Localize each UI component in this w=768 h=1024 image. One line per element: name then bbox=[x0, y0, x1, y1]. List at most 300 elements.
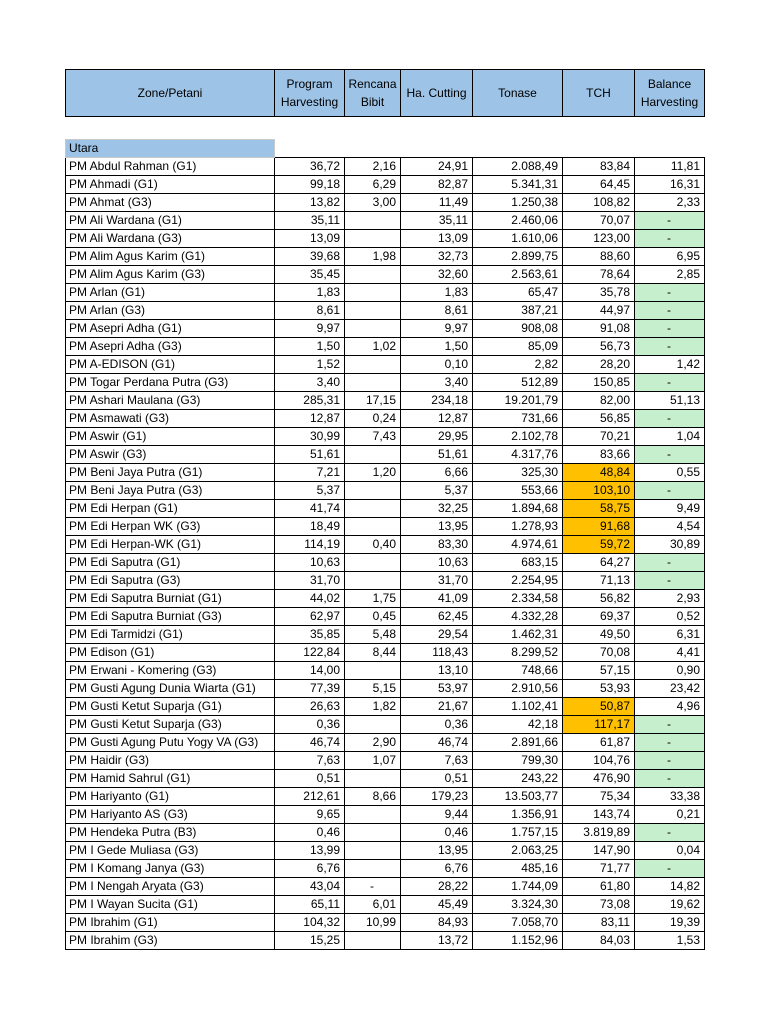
cell-tch: 476,90 bbox=[563, 770, 635, 788]
cell-program-harvesting: 15,25 bbox=[275, 932, 345, 950]
table-row bbox=[66, 860, 705, 878]
cell-ha-cutting: 24,91 bbox=[401, 158, 473, 176]
table-row bbox=[66, 392, 705, 410]
cell-balance-harvesting: 0,21 bbox=[635, 806, 705, 824]
cell-tonase: 19.201,79 bbox=[473, 392, 563, 410]
cell-balance-harvesting: - bbox=[635, 302, 705, 320]
cell-balance-harvesting: - bbox=[635, 752, 705, 770]
cell-tonase: 908,08 bbox=[473, 320, 563, 338]
table-row bbox=[66, 554, 705, 572]
cell-program-harvesting: 7,63 bbox=[275, 752, 345, 770]
table-row bbox=[66, 158, 705, 176]
cell-tch: 78,64 bbox=[563, 266, 635, 284]
cell-program-harvesting: 39,68 bbox=[275, 248, 345, 266]
cell-tonase: 42,18 bbox=[473, 716, 563, 734]
cell-name: PM Edi Saputra (G3) bbox=[66, 572, 275, 590]
cell-tonase: 2.334,58 bbox=[473, 590, 563, 608]
cell-tonase: 485,16 bbox=[473, 860, 563, 878]
table-row bbox=[66, 626, 705, 644]
cell-ha-cutting: 28,22 bbox=[401, 878, 473, 896]
cell-tonase: 8.299,52 bbox=[473, 644, 563, 662]
table-row bbox=[66, 842, 705, 860]
cell-program-harvesting: 13,09 bbox=[275, 230, 345, 248]
cell-name: PM I Komang Janya (G3) bbox=[66, 860, 275, 878]
cell-ha-cutting: 6,76 bbox=[401, 860, 473, 878]
cell-tch: 3.819,89 bbox=[563, 824, 635, 842]
cell-tch: 70,21 bbox=[563, 428, 635, 446]
cell-ha-cutting: 12,87 bbox=[401, 410, 473, 428]
cell-name: PM I Nengah Aryata (G3) bbox=[66, 878, 275, 896]
cell-rencana-bibit: 8,44 bbox=[345, 644, 401, 662]
table-row bbox=[66, 752, 705, 770]
header-row bbox=[66, 70, 705, 117]
cell-ha-cutting: 9,44 bbox=[401, 806, 473, 824]
cell-tch: 147,90 bbox=[563, 842, 635, 860]
cell-rencana-bibit bbox=[345, 374, 401, 392]
cell-name: PM Arlan (G1) bbox=[66, 284, 275, 302]
cell-balance-harvesting: - bbox=[635, 212, 705, 230]
cell-tch: 56,73 bbox=[563, 338, 635, 356]
table-row bbox=[66, 374, 705, 392]
cell-name: PM Hendeka Putra (B3) bbox=[66, 824, 275, 842]
table-row bbox=[66, 932, 705, 950]
cell-tonase: 553,66 bbox=[473, 482, 563, 500]
cell-tonase: 1.894,68 bbox=[473, 500, 563, 518]
cell-ha-cutting: 41,09 bbox=[401, 590, 473, 608]
cell-rencana-bibit bbox=[345, 518, 401, 536]
cell-ha-cutting: 0,51 bbox=[401, 770, 473, 788]
cell-tch: 64,27 bbox=[563, 554, 635, 572]
cell-rencana-bibit bbox=[345, 770, 401, 788]
cell-ha-cutting: 35,11 bbox=[401, 212, 473, 230]
table-row bbox=[66, 176, 705, 194]
cell-ha-cutting: 62,45 bbox=[401, 608, 473, 626]
cell-tonase: 7.058,70 bbox=[473, 914, 563, 932]
cell-tonase: 4.332,28 bbox=[473, 608, 563, 626]
cell-tch: 56,85 bbox=[563, 410, 635, 428]
cell-balance-harvesting: 1,53 bbox=[635, 932, 705, 950]
harvest-table bbox=[65, 69, 705, 950]
cell-rencana-bibit bbox=[345, 860, 401, 878]
cell-tonase: 1.610,06 bbox=[473, 230, 563, 248]
table-row bbox=[66, 230, 705, 248]
cell-tonase: 2.891,66 bbox=[473, 734, 563, 752]
header-ha-cutting: Ha. Cutting bbox=[401, 70, 473, 117]
cell-tch: 56,82 bbox=[563, 590, 635, 608]
cell-balance-harvesting: 2,93 bbox=[635, 590, 705, 608]
cell-ha-cutting: 13,10 bbox=[401, 662, 473, 680]
table-row bbox=[66, 248, 705, 266]
table-row bbox=[66, 410, 705, 428]
header-zone-petani: Zone/Petani bbox=[66, 70, 275, 117]
header-tch: TCH bbox=[563, 70, 635, 117]
cell-rencana-bibit bbox=[345, 356, 401, 374]
cell-tonase: 1.152,96 bbox=[473, 932, 563, 950]
cell-program-harvesting: 6,76 bbox=[275, 860, 345, 878]
cell-balance-harvesting: - bbox=[635, 716, 705, 734]
cell-ha-cutting: 51,61 bbox=[401, 446, 473, 464]
cell-ha-cutting: 10,63 bbox=[401, 554, 473, 572]
cell-balance-harvesting: - bbox=[635, 860, 705, 878]
zone-row bbox=[66, 140, 705, 158]
cell-tonase: 1.102,41 bbox=[473, 698, 563, 716]
cell-name: PM Hariyanto (G1) bbox=[66, 788, 275, 806]
cell-name: PM Beni Jaya Putra (G3) bbox=[66, 482, 275, 500]
cell-rencana-bibit bbox=[345, 482, 401, 500]
table-row bbox=[66, 914, 705, 932]
cell-rencana-bibit bbox=[345, 446, 401, 464]
cell-tch: 69,37 bbox=[563, 608, 635, 626]
table-row bbox=[66, 212, 705, 230]
cell-rencana-bibit bbox=[345, 572, 401, 590]
cell-ha-cutting: 6,66 bbox=[401, 464, 473, 482]
cell-balance-harvesting: - bbox=[635, 320, 705, 338]
cell-tonase: 2,82 bbox=[473, 356, 563, 374]
table-row bbox=[66, 734, 705, 752]
cell-balance-harvesting: - bbox=[635, 824, 705, 842]
cell-rencana-bibit bbox=[345, 266, 401, 284]
cell-tonase: 1.250,38 bbox=[473, 194, 563, 212]
cell-program-harvesting: 1,52 bbox=[275, 356, 345, 374]
cell-rencana-bibit: 17,15 bbox=[345, 392, 401, 410]
cell-ha-cutting: 45,49 bbox=[401, 896, 473, 914]
cell-balance-harvesting: 9,49 bbox=[635, 500, 705, 518]
table-row bbox=[66, 608, 705, 626]
header-rencana-bibit: Rencana Bibit bbox=[345, 70, 401, 117]
cell-ha-cutting: 32,25 bbox=[401, 500, 473, 518]
cell-rencana-bibit: - bbox=[345, 878, 401, 896]
cell-program-harvesting: 12,87 bbox=[275, 410, 345, 428]
cell-name: PM Edi Saputra Burniat (G3) bbox=[66, 608, 275, 626]
table-row bbox=[66, 698, 705, 716]
cell-tch: 84,03 bbox=[563, 932, 635, 950]
cell-rencana-bibit: 10,99 bbox=[345, 914, 401, 932]
cell-tonase: 512,89 bbox=[473, 374, 563, 392]
cell-program-harvesting: 122,84 bbox=[275, 644, 345, 662]
cell-tch: 83,66 bbox=[563, 446, 635, 464]
cell-name: PM A-EDISON (G1) bbox=[66, 356, 275, 374]
cell-tonase: 325,30 bbox=[473, 464, 563, 482]
cell-rencana-bibit: 8,66 bbox=[345, 788, 401, 806]
table-row bbox=[66, 518, 705, 536]
cell-ha-cutting: 32,73 bbox=[401, 248, 473, 266]
cell-balance-harvesting: 14,82 bbox=[635, 878, 705, 896]
cell-name: PM Gusti Ketut Suparja (G3) bbox=[66, 716, 275, 734]
cell-program-harvesting: 0,36 bbox=[275, 716, 345, 734]
cell-tonase: 1.278,93 bbox=[473, 518, 563, 536]
cell-rencana-bibit bbox=[345, 500, 401, 518]
cell-tch: 108,82 bbox=[563, 194, 635, 212]
cell-name: PM Abdul Rahman (G1) bbox=[66, 158, 275, 176]
table-row bbox=[66, 284, 705, 302]
cell-name: PM Edi Herpan WK (G3) bbox=[66, 518, 275, 536]
cell-name: PM Gusti Ketut Suparja (G1) bbox=[66, 698, 275, 716]
cell-balance-harvesting: - bbox=[635, 230, 705, 248]
cell-rencana-bibit: 5,15 bbox=[345, 680, 401, 698]
cell-tch: 91,08 bbox=[563, 320, 635, 338]
cell-tch: 44,97 bbox=[563, 302, 635, 320]
cell-name: PM Edison (G1) bbox=[66, 644, 275, 662]
cell-rencana-bibit: 1,98 bbox=[345, 248, 401, 266]
cell-tch: 59,72 bbox=[563, 536, 635, 554]
cell-tonase: 2.254,95 bbox=[473, 572, 563, 590]
cell-tonase: 2.063,25 bbox=[473, 842, 563, 860]
cell-ha-cutting: 83,30 bbox=[401, 536, 473, 554]
cell-tonase: 2.102,78 bbox=[473, 428, 563, 446]
cell-program-harvesting: 13,82 bbox=[275, 194, 345, 212]
cell-name: PM Haidir (G3) bbox=[66, 752, 275, 770]
cell-balance-harvesting: - bbox=[635, 338, 705, 356]
cell-program-harvesting: 43,04 bbox=[275, 878, 345, 896]
cell-program-harvesting: 9,65 bbox=[275, 806, 345, 824]
cell-rencana-bibit: 6,01 bbox=[345, 896, 401, 914]
cell-name: PM Edi Herpan (G1) bbox=[66, 500, 275, 518]
cell-name: PM Ali Wardana (G3) bbox=[66, 230, 275, 248]
cell-name: PM Erwani - Komering (G3) bbox=[66, 662, 275, 680]
cell-rencana-bibit: 1,75 bbox=[345, 590, 401, 608]
cell-name: PM Alim Agus Karim (G3) bbox=[66, 266, 275, 284]
cell-ha-cutting: 29,95 bbox=[401, 428, 473, 446]
cell-program-harvesting: 31,70 bbox=[275, 572, 345, 590]
cell-balance-harvesting: 2,85 bbox=[635, 266, 705, 284]
cell-program-harvesting: 104,32 bbox=[275, 914, 345, 932]
cell-tch: 103,10 bbox=[563, 482, 635, 500]
cell-rencana-bibit bbox=[345, 824, 401, 842]
cell-ha-cutting: 1,83 bbox=[401, 284, 473, 302]
cell-ha-cutting: 0,10 bbox=[401, 356, 473, 374]
cell-balance-harvesting: 6,95 bbox=[635, 248, 705, 266]
cell-name: PM I Gede Muliasa (G3) bbox=[66, 842, 275, 860]
cell-ha-cutting: 3,40 bbox=[401, 374, 473, 392]
cell-ha-cutting: 13,95 bbox=[401, 518, 473, 536]
cell-rencana-bibit: 0,45 bbox=[345, 608, 401, 626]
cell-name: PM Aswir (G3) bbox=[66, 446, 275, 464]
cell-tonase: 3.324,30 bbox=[473, 896, 563, 914]
cell-program-harvesting: 36,72 bbox=[275, 158, 345, 176]
cell-tonase: 5.341,31 bbox=[473, 176, 563, 194]
cell-rencana-bibit: 1,82 bbox=[345, 698, 401, 716]
cell-name: PM Asmawati (G3) bbox=[66, 410, 275, 428]
cell-tonase: 2.563,61 bbox=[473, 266, 563, 284]
cell-balance-harvesting: 23,42 bbox=[635, 680, 705, 698]
cell-program-harvesting: 99,18 bbox=[275, 176, 345, 194]
cell-name: PM Ashari Maulana (G3) bbox=[66, 392, 275, 410]
cell-ha-cutting: 13,72 bbox=[401, 932, 473, 950]
cell-ha-cutting: 11,49 bbox=[401, 194, 473, 212]
cell-balance-harvesting: 19,62 bbox=[635, 896, 705, 914]
cell-rencana-bibit: 6,29 bbox=[345, 176, 401, 194]
cell-balance-harvesting: - bbox=[635, 374, 705, 392]
table-row bbox=[66, 824, 705, 842]
cell-rencana-bibit: 1,20 bbox=[345, 464, 401, 482]
cell-balance-harvesting: 2,33 bbox=[635, 194, 705, 212]
cell-program-harvesting: 13,99 bbox=[275, 842, 345, 860]
cell-tch: 88,60 bbox=[563, 248, 635, 266]
cell-ha-cutting: 46,74 bbox=[401, 734, 473, 752]
cell-name: PM Togar Perdana Putra (G3) bbox=[66, 374, 275, 392]
cell-program-harvesting: 0,51 bbox=[275, 770, 345, 788]
cell-balance-harvesting: 16,31 bbox=[635, 176, 705, 194]
table-row bbox=[66, 356, 705, 374]
table-row bbox=[66, 878, 705, 896]
cell-balance-harvesting: 11,81 bbox=[635, 158, 705, 176]
cell-tonase: 243,22 bbox=[473, 770, 563, 788]
cell-rencana-bibit bbox=[345, 284, 401, 302]
cell-rencana-bibit bbox=[345, 662, 401, 680]
table-row bbox=[66, 662, 705, 680]
table-row bbox=[66, 320, 705, 338]
cell-balance-harvesting: 0,04 bbox=[635, 842, 705, 860]
cell-tonase: 731,66 bbox=[473, 410, 563, 428]
cell-rencana-bibit bbox=[345, 230, 401, 248]
cell-ha-cutting: 29,54 bbox=[401, 626, 473, 644]
cell-balance-harvesting: - bbox=[635, 572, 705, 590]
cell-name: PM Gusti Agung Putu Yogy VA (G3) bbox=[66, 734, 275, 752]
cell-tch: 82,00 bbox=[563, 392, 635, 410]
cell-tonase: 1.744,09 bbox=[473, 878, 563, 896]
cell-rencana-bibit bbox=[345, 554, 401, 572]
cell-ha-cutting: 7,63 bbox=[401, 752, 473, 770]
cell-balance-harvesting: 4,54 bbox=[635, 518, 705, 536]
cell-name: PM Alim Agus Karim (G1) bbox=[66, 248, 275, 266]
header-tonase: Tonase bbox=[473, 70, 563, 117]
table-row bbox=[66, 464, 705, 482]
cell-tonase: 748,66 bbox=[473, 662, 563, 680]
cell-balance-harvesting: 33,38 bbox=[635, 788, 705, 806]
cell-ha-cutting: 31,70 bbox=[401, 572, 473, 590]
table-row bbox=[66, 716, 705, 734]
cell-program-harvesting: 9,97 bbox=[275, 320, 345, 338]
cell-program-harvesting: 65,11 bbox=[275, 896, 345, 914]
cell-ha-cutting: 82,87 bbox=[401, 176, 473, 194]
cell-ha-cutting: 53,97 bbox=[401, 680, 473, 698]
cell-program-harvesting: 8,61 bbox=[275, 302, 345, 320]
cell-program-harvesting: 26,63 bbox=[275, 698, 345, 716]
cell-program-harvesting: 3,40 bbox=[275, 374, 345, 392]
spreadsheet bbox=[65, 69, 705, 950]
cell-program-harvesting: 14,00 bbox=[275, 662, 345, 680]
cell-tch: 150,85 bbox=[563, 374, 635, 392]
table-row bbox=[66, 680, 705, 698]
cell-tch: 57,15 bbox=[563, 662, 635, 680]
cell-program-harvesting: 212,61 bbox=[275, 788, 345, 806]
cell-program-harvesting: 7,21 bbox=[275, 464, 345, 482]
cell-tch: 70,07 bbox=[563, 212, 635, 230]
cell-program-harvesting: 30,99 bbox=[275, 428, 345, 446]
cell-rencana-bibit: 1,07 bbox=[345, 752, 401, 770]
cell-program-harvesting: 44,02 bbox=[275, 590, 345, 608]
cell-name: PM Ali Wardana (G1) bbox=[66, 212, 275, 230]
cell-tch: 104,76 bbox=[563, 752, 635, 770]
cell-tonase: 2.899,75 bbox=[473, 248, 563, 266]
cell-balance-harvesting: 0,52 bbox=[635, 608, 705, 626]
cell-program-harvesting: 62,97 bbox=[275, 608, 345, 626]
cell-program-harvesting: 285,31 bbox=[275, 392, 345, 410]
cell-balance-harvesting: - bbox=[635, 734, 705, 752]
table-row bbox=[66, 500, 705, 518]
cell-tch: 71,13 bbox=[563, 572, 635, 590]
cell-tch: 50,87 bbox=[563, 698, 635, 716]
cell-balance-harvesting: - bbox=[635, 446, 705, 464]
cell-rencana-bibit bbox=[345, 320, 401, 338]
cell-name: PM Hariyanto AS (G3) bbox=[66, 806, 275, 824]
cell-tch: 48,84 bbox=[563, 464, 635, 482]
cell-balance-harvesting: 0,90 bbox=[635, 662, 705, 680]
cell-ha-cutting: 13,95 bbox=[401, 842, 473, 860]
cell-tonase: 1.462,31 bbox=[473, 626, 563, 644]
cell-rencana-bibit: 0,40 bbox=[345, 536, 401, 554]
cell-name: PM Edi Tarmidzi (G1) bbox=[66, 626, 275, 644]
cell-program-harvesting: 35,11 bbox=[275, 212, 345, 230]
cell-name: PM I Wayan Sucita (G1) bbox=[66, 896, 275, 914]
cell-program-harvesting: 5,37 bbox=[275, 482, 345, 500]
cell-balance-harvesting: 4,41 bbox=[635, 644, 705, 662]
cell-program-harvesting: 35,45 bbox=[275, 266, 345, 284]
header-program-harvesting: Program Harvesting bbox=[275, 70, 345, 117]
cell-tonase: 13.503,77 bbox=[473, 788, 563, 806]
cell-name: PM Ahmadi (G1) bbox=[66, 176, 275, 194]
cell-tch: 91,68 bbox=[563, 518, 635, 536]
cell-rencana-bibit bbox=[345, 932, 401, 950]
zone-label: Utara bbox=[66, 140, 275, 158]
cell-rencana-bibit bbox=[345, 842, 401, 860]
cell-tch: 53,93 bbox=[563, 680, 635, 698]
cell-program-harvesting: 41,74 bbox=[275, 500, 345, 518]
cell-name: PM Edi Herpan-WK (G1) bbox=[66, 536, 275, 554]
cell-rencana-bibit bbox=[345, 716, 401, 734]
cell-balance-harvesting: - bbox=[635, 410, 705, 428]
cell-ha-cutting: 179,23 bbox=[401, 788, 473, 806]
cell-rencana-bibit: 2,16 bbox=[345, 158, 401, 176]
cell-balance-harvesting: 1,42 bbox=[635, 356, 705, 374]
cell-balance-harvesting: 4,96 bbox=[635, 698, 705, 716]
table-row bbox=[66, 536, 705, 554]
cell-name: PM Ahmat (G3) bbox=[66, 194, 275, 212]
cell-tch: 58,75 bbox=[563, 500, 635, 518]
cell-tch: 71,77 bbox=[563, 860, 635, 878]
cell-tonase: 2.910,56 bbox=[473, 680, 563, 698]
table-row bbox=[66, 896, 705, 914]
cell-tonase: 65,47 bbox=[473, 284, 563, 302]
cell-program-harvesting: 1,50 bbox=[275, 338, 345, 356]
cell-tonase: 2.460,06 bbox=[473, 212, 563, 230]
cell-rencana-bibit: 7,43 bbox=[345, 428, 401, 446]
cell-balance-harvesting: 30,89 bbox=[635, 536, 705, 554]
cell-tonase: 4.974,61 bbox=[473, 536, 563, 554]
cell-rencana-bibit: 1,02 bbox=[345, 338, 401, 356]
cell-ha-cutting: 118,43 bbox=[401, 644, 473, 662]
table-row bbox=[66, 572, 705, 590]
cell-tch: 35,78 bbox=[563, 284, 635, 302]
cell-tch: 64,45 bbox=[563, 176, 635, 194]
table-row bbox=[66, 428, 705, 446]
cell-ha-cutting: 9,97 bbox=[401, 320, 473, 338]
cell-tonase: 2.088,49 bbox=[473, 158, 563, 176]
table-row bbox=[66, 590, 705, 608]
table-row bbox=[66, 482, 705, 500]
cell-tch: 75,34 bbox=[563, 788, 635, 806]
cell-balance-harvesting: - bbox=[635, 284, 705, 302]
cell-rencana-bibit: 2,90 bbox=[345, 734, 401, 752]
cell-program-harvesting: 51,61 bbox=[275, 446, 345, 464]
cell-balance-harvesting: 0,55 bbox=[635, 464, 705, 482]
cell-balance-harvesting: 19,39 bbox=[635, 914, 705, 932]
cell-name: PM Arlan (G3) bbox=[66, 302, 275, 320]
cell-name: PM Hamid Sahrul (G1) bbox=[66, 770, 275, 788]
table-row bbox=[66, 770, 705, 788]
cell-tch: 123,00 bbox=[563, 230, 635, 248]
cell-name: PM Ibrahim (G1) bbox=[66, 914, 275, 932]
